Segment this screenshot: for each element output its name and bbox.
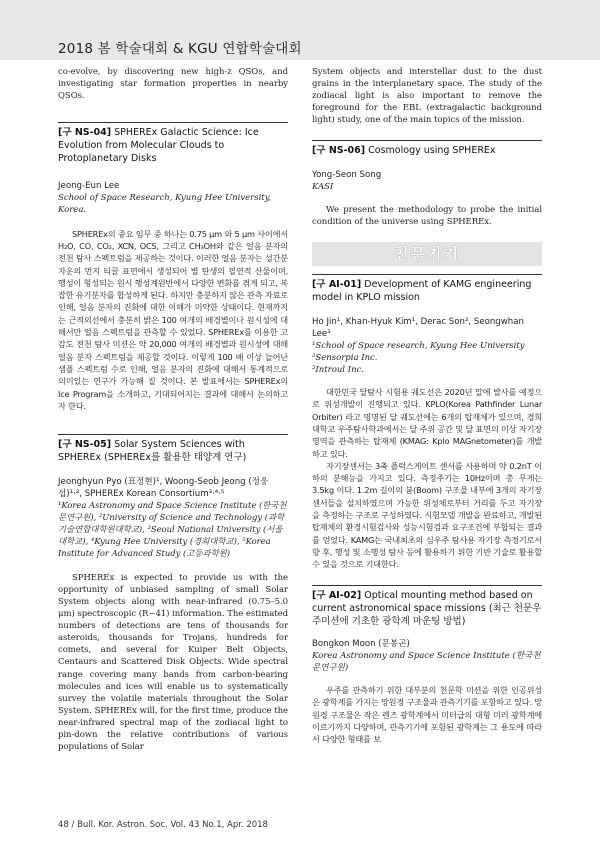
ns06-affiliation: KASI — [312, 182, 334, 193]
ai02-title: Optical mounting method based on current astronomical space missions (최근 천문우주미션에 기초한 광학계 마운팅 방법) — [312, 589, 542, 627]
header-band — [0, 0, 600, 60]
ns06-title: Cosmology using SPHEREx — [368, 145, 496, 157]
ai02-author: Bongkon Moon (문봉곤) — [312, 638, 410, 649]
ns06-abstract: We present the methodology to probe the initial condition of the universe using SPHEREx. — [312, 204, 542, 227]
ns05-abstract-continued: System objects and interstellar dust to the dust grains in the interplanetary space. The study of the zodiacal light is also important to remove the foreground for the EBL (extragalactic background light) study, one of the main topics of the mission. — [312, 67, 542, 126]
ai02-heading — [312, 585, 542, 628]
section-banner — [312, 242, 542, 266]
ns04-abstract: SPHEREx의 중요 임무 중 하나는 0.75 μm 와 5 μm 사이에서 H₂O, CO, CO₂, XCN, OCS, 그리고 CH₃OH와 같은 얼음 분자의 전천 탐사 스펙트럼을 제공하는 것이다. 이러한 얼음 분자는 성간분자운의 먼지 티끌 표면에서 생성되어 별 탄생의 필연적 산물이며, 행성이 형성되는 원시 행성계원반에서 다양한 변화를 겪게 되고, 복잡한 유기분자를 합성하게 된다. 하지만 충분하지 않은 관측 자료로 인해, 얼음 분자의 진화에 대한 이해가 미약한 상태이다. 현재까지는 근적외선에서 충분히 밝은 100 여개의 배경별이나 원시성에 대해서만 얼음 스펙트럼을 관측할 수 있었다. SPHEREx를 이용한 고감도 전천 탐사 미션은 약 20,000 여개의 배경별과 원시성에 대해 얼음 분자 스펙트럼을 제공할 것이다. 이렇게 100 배 이상 늘어난 샘플 스펙트럼 수로 인해, 얼음 분자의 진화에 대해서 통계적으로 의미있는 연구가 가능해 질 것이다. 본 발표에서는 SPHEREx의 Ice Program을 소개하고, 기대되어지는 결과에 대해서 논의하고자 한다. — [58, 228, 288, 411]
ns05-heading — [58, 434, 288, 464]
ns06-heading — [312, 140, 542, 157]
ai01-authors: Ho Jin¹, Khan-Hyuk Kim¹, Derac Son², Seongwhan Lee³ — [312, 316, 524, 339]
ns04-author: Jeong-Eun Lee — [58, 180, 120, 191]
ns06-number: [구 NS-06] — [312, 145, 366, 157]
section-banner-title: 천문기기 — [394, 245, 460, 264]
ns05-title: Solar System Sciences with SPHEREx (SPHEREx를 활용한 태양계 연구) — [58, 439, 247, 464]
ai02-abstract: 우주를 관측하기 위한 대부분의 천문학 미션을 위한 인공위성은 광학계를 가지는 망원경 구조물과 관측기기를 포함하고 있다. 망원경 구조물은 작은 렌즈 광학계에서 미터급의 대형 미러 광학계에 이르기까지 다양하며, 관측기기에 포함된 광학계는 그 용도에 따라서 다양한 형태를 보 — [312, 685, 542, 745]
right-column — [312, 66, 542, 746]
ai01-abstract-p2: 자기장센서는 3축 플럭스게이트 센서를 사용하며 약 0.2nT 이하의 분해능을 가지고 있다. 측정주기는 10Hz이며 총 무게는 3.5kg 이다. 1.2m 길이의 붐(Boom) 구조물 내부에 3개의 자기장 센서들을 설치하였으며 가능한 위성체로부터 거리를 두고 자기장을 측정하는 구조로 구성하였다. 시험모델 개발을 완료하고, 개발된 탑재체의 환경시험검사와 성능시험검과 요구조건에 부합되는 결과를 얻었다. KAMG는 국내최초의 심우주 탐사용 자기장 측정기로서 향 후, 행성 및 소행성 탐사 등에 활용하기 위한 기반 기술로 활용할 수 있을 것으로 기대한다. — [312, 460, 542, 570]
ai01-number: [구 AI-01] — [312, 278, 362, 290]
ns04-number: [구 NS-04] — [58, 127, 112, 139]
ns05-abstract: SPHEREx is expected to provide us with the opportunity of unbiased sampling of small Solar System objects along with near-infrared (0.75–5.0 μm) spectroscopic (R~41) information. The estimated numbers of detections are tens of thousands for asteroids, thousands for Trojans, hundreds for comets, and several for Kuiper Belt Objects, Centaurs and Scattered Disk Objects. Wide spectral range covering many bands from carbon-bearing molecules and ices will enable us to systematically survey the volatile materials throughout the Solar System. SPHEREx will, for the first time, produce the near-infrared spectral map of the zodiacal light to pin-down the relative contributions of various populations of Solar — [58, 573, 288, 752]
ns04-heading — [58, 122, 288, 165]
ns05-number: [구 NS-05] — [58, 439, 112, 451]
ai01-affiliation-3: ³Introul Inc. — [312, 365, 365, 376]
ns06-author: Yong-Seon Song — [312, 170, 382, 181]
ai02-affiliation: Korea Astronomy and Space Science Institute (한국천문연구원) — [312, 650, 541, 673]
ai01-heading — [312, 274, 542, 304]
left-column — [58, 66, 288, 753]
ai01-affiliation-1: ¹School of Space research, Kyung Hee University — [312, 340, 525, 351]
ai01-abstract-p1: 대한민국 달탐사 시험용 궤도선은 2020년 말에 발사를 예정으로 위성개발이 진행되고 있다. KPLO(Korea Pathfinder Lunar Orbiter) 라고 명명된 달 궤도선에는 6개의 탑재체가 있으며, 경희대학교 우주탐사학과에서는 달 주위 공간 및 달 표면의 이상 자기장 영역을 관측하는 탑재체 (KMAG: Kplo MAGnetometer)를 개발하고 있다. — [312, 387, 542, 459]
ns04-title: SPHEREx Galactic Science: Ice Evolution from Molecular Clouds to Protoplanetary Disks — [58, 127, 259, 165]
page-header-title: 2018 봄 학술대회 & KGU 연합학술대회 — [58, 41, 302, 57]
ai01-title: Development of KAMG engineering model in KPLO mission — [312, 278, 532, 303]
ns05-affiliations: ¹Korea Astronomy and Space Science Institute (한국천문연구원), ²University of Science and Technology (과학기술연합대학원대학교), ³Seoul National University (서울대학교), ⁴Kyung Hee University (경희대학교), ⁵Korea Institute for Advanced Study (고등과학원) — [58, 500, 287, 559]
ai02-number: [구 AI-02] — [312, 589, 362, 601]
ns05-authors: Jeonghyun Pyo (표정현)¹, Woong-Seob Jeong (정웅섭)¹·², SPHEREx Korean Consortium³·⁴·⁵ — [58, 477, 269, 500]
page-footer: 48 / Bull. Kor. Astron. Soc. Vol. 43 No.1, Apr. 2018 — [58, 820, 268, 830]
intro-paragraph: co-evolve, by discovering new high-z QSOs, and investigating star formation properties in nearby QSOs. — [58, 67, 288, 102]
ai01-affiliation-2: ²Sensorpia Inc. — [312, 352, 378, 363]
ns04-affiliation: School of Space Research, Kyung Hee University, Korea. — [58, 192, 272, 215]
